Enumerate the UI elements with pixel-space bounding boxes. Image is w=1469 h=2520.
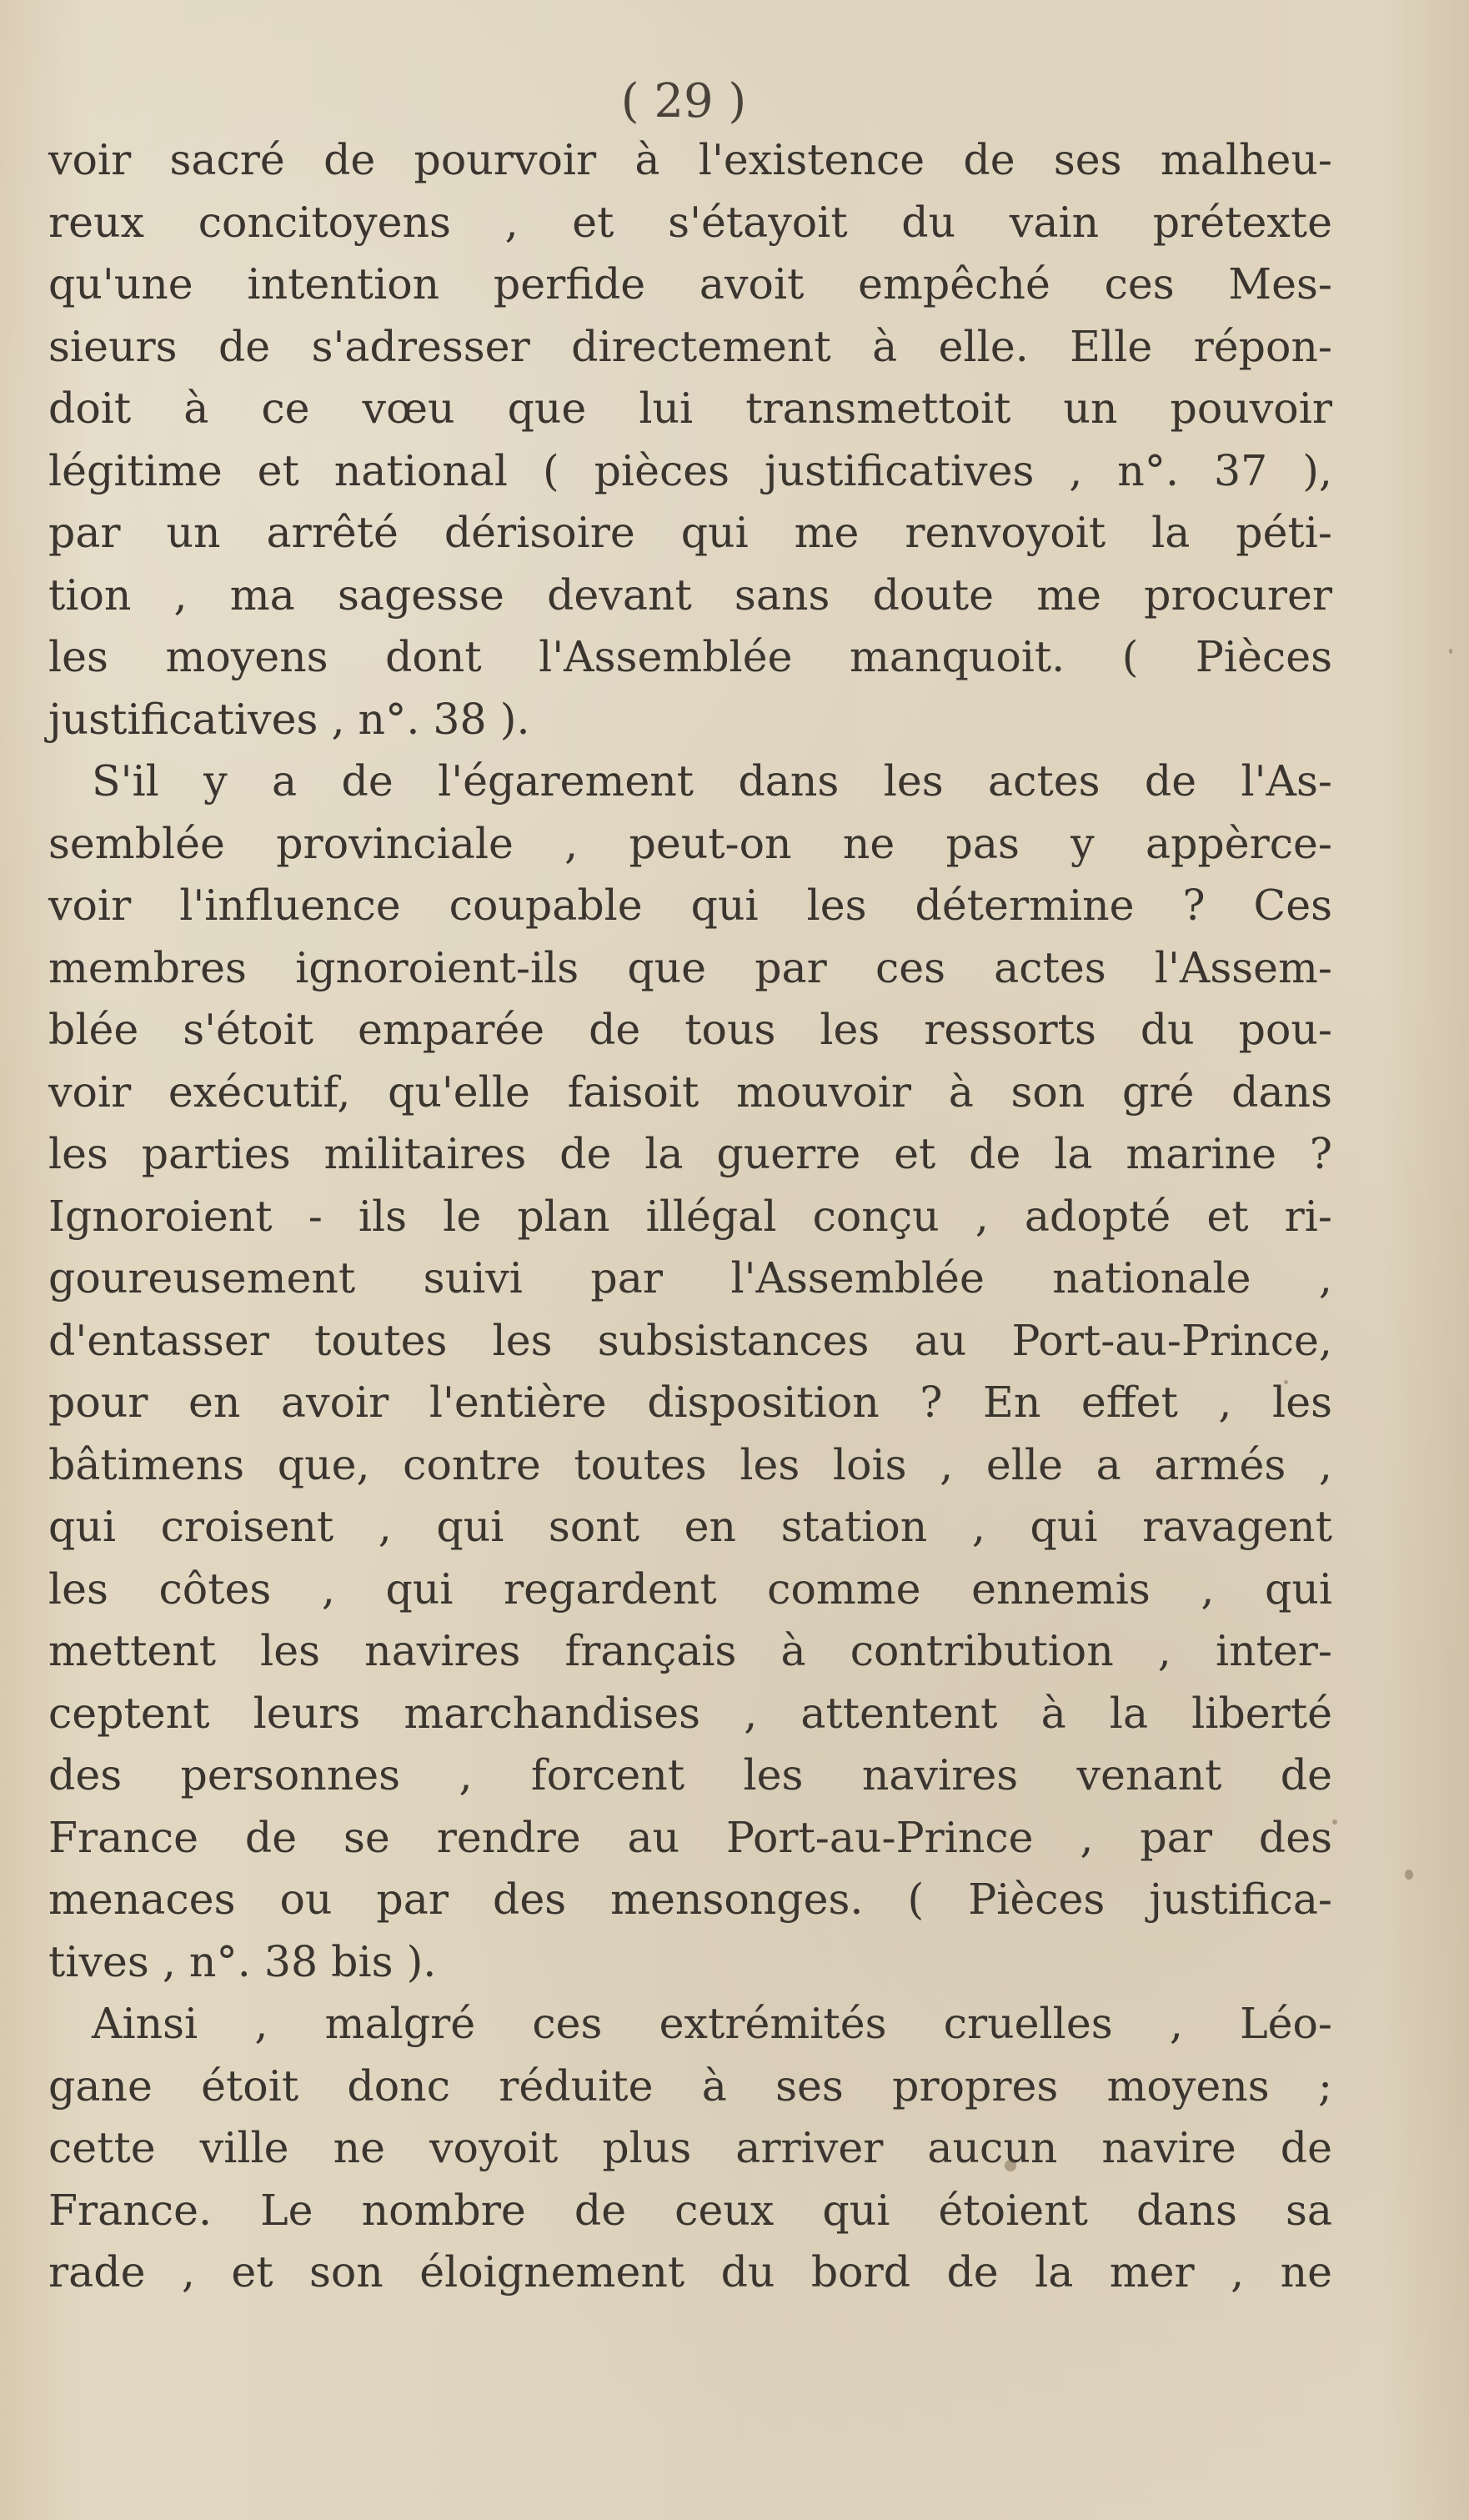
text-line: légitime et national ( pièces justificatives , n°. 37 ), xyxy=(48,445,1332,495)
text-line: des personnes , forcent les navires venant de xyxy=(48,1750,1332,1800)
text-line: tion , ma sagesse devant sans doute me procurer xyxy=(48,570,1332,620)
text-line: tives , n°. 38 bis ). xyxy=(48,1936,437,1986)
text-line: pour en avoir l'entière disposition ? En effet , les xyxy=(48,1378,1332,1427)
text-line: menaces ou par des mensonges. ( Pièces justifica- xyxy=(48,1875,1332,1924)
text-line: bâtimens que, contre toutes les lois , elle a armés , xyxy=(48,1439,1332,1489)
text-line: membres ignoroient-ils que par ces actes l'Assem- xyxy=(48,942,1332,992)
text-line: voir l'influence coupable qui les détermine ? Ces xyxy=(48,881,1332,930)
text-line: goureusement suivi par l'Assemblée nationale , xyxy=(48,1253,1332,1303)
text-line: reux concitoyens , et s'étayoit du vain prétexte xyxy=(48,197,1332,247)
text-line: d'entasser toutes les subsistances au Port-au-Prince, xyxy=(48,1315,1332,1365)
text-line: cette ville ne voyoit plus arriver aucun navire de xyxy=(48,2123,1332,2172)
text-line: Ainsi , malgré ces extrémités cruelles , Léo- xyxy=(92,1999,1332,2048)
text-line: doit à ce vœu que lui transmettoit un pouvoir xyxy=(48,384,1332,433)
text-line: France. Le nombre de ceux qui étoient dans sa xyxy=(48,2185,1332,2235)
text-line: les côtes , qui regardent comme ennemis , qui xyxy=(48,1564,1332,1614)
text-line: S'il y a de l'égarement dans les actes de l'As- xyxy=(92,756,1332,806)
text-line: blée s'étoit emparée de tous les ressorts du pou- xyxy=(48,1005,1332,1054)
text-line: gane étoit donc réduite à ses propres moyens ; xyxy=(48,2061,1332,2111)
text-line: mettent les navires français à contribution , inter- xyxy=(48,1626,1332,1675)
text-line: les parties militaires de la guerre et de la marine ? xyxy=(48,1129,1332,1178)
text-line: semblée provinciale , peut-on ne pas y appèrce- xyxy=(48,818,1332,868)
text-line: voir sacré de pourvoir à l'existence de ses malheu- xyxy=(48,135,1332,184)
text-line: sieurs de s'adresser directement à elle. Elle répon- xyxy=(48,321,1332,371)
text-line: les moyens dont l'Assemblée manquoit. ( Pièces xyxy=(48,632,1332,681)
text-line: qui croisent , qui sont en station , qui ravagent xyxy=(48,1502,1332,1551)
text-line: France de se rendre au Port-au-Prince , par des xyxy=(48,1812,1332,1862)
page-number: ( 29 ) xyxy=(620,74,747,128)
text-line: ceptent leurs marchandises , attentent à la liberté xyxy=(48,1688,1332,1738)
body-text xyxy=(48,129,1332,2304)
text-line: par un arrêté dérisoire qui me renvoyoit la péti- xyxy=(48,508,1332,557)
text-line: Ignoroient - ils le plan illégal conçu , adopté et ri- xyxy=(48,1191,1332,1241)
text-line: rade , et son éloignement du bord de la mer , ne xyxy=(48,2247,1332,2297)
text-line: qu'une intention perfide avoit empêché ces Mes- xyxy=(48,259,1332,309)
text-line: justificatives , n°. 38 ). xyxy=(48,694,530,744)
text-line: voir exécutif, qu'elle faisoit mouvoir à son gré dans xyxy=(48,1067,1332,1117)
